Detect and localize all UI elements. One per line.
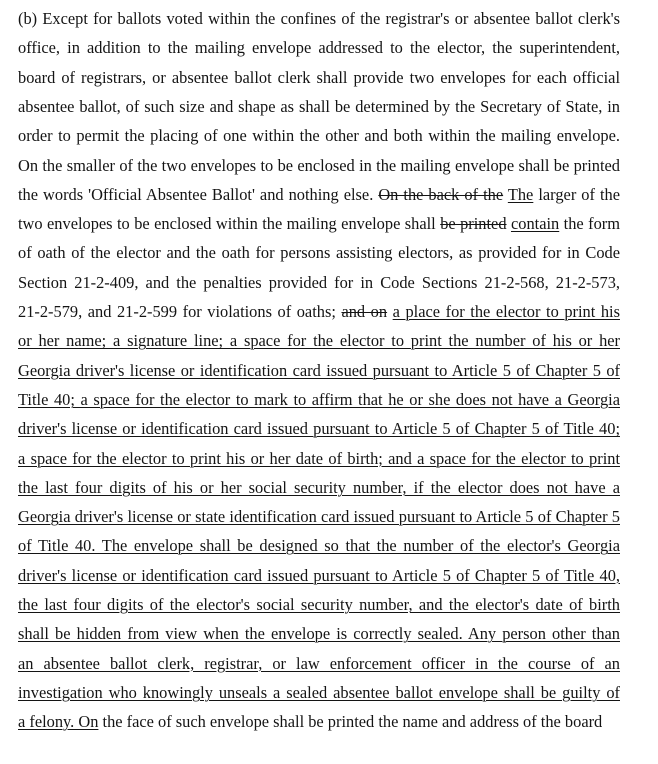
text-line bbox=[18, 360, 620, 382]
text-line bbox=[18, 448, 620, 470]
text-line bbox=[18, 37, 620, 59]
inserted-text: or her name; a signature line; a space for the elector to print the number of his or her bbox=[18, 331, 620, 351]
text-line bbox=[18, 67, 620, 89]
inserted-text: Georgia driver's license or identification card issued pursuant to Article 5 of Chapter 5 of bbox=[18, 360, 620, 380]
body-text: of oath of the elector and the oath for persons assisting electors, as provided for in Code bbox=[18, 243, 620, 263]
text-line bbox=[18, 389, 620, 411]
body-text: order to permit the placing of one within the other and both within the mailing envelope. bbox=[18, 126, 620, 146]
inserted-text: Georgia driver's license or state identification card issued pursuant to Article 5 of Chapter 5 bbox=[18, 507, 620, 527]
text-line bbox=[18, 8, 620, 30]
body-text: absentee ballot, of such size and shape as shall be determined by the Secretary of State, in bbox=[18, 96, 620, 116]
text-line bbox=[18, 565, 620, 587]
inserted-text: the last four digits of the elector's social security number, and the elector's date of birth bbox=[18, 595, 620, 614]
text-line bbox=[18, 125, 620, 147]
body-text: 21-2-579, and 21-2-599 for violations of oaths; bbox=[18, 302, 342, 321]
body-text: On the smaller of the two envelopes to be enclosed in the mailing envelope shall be printed bbox=[18, 155, 620, 175]
text-line bbox=[18, 535, 620, 557]
text-line bbox=[18, 506, 620, 528]
body-text: the face of such envelope shall be printed the name and address of the board bbox=[98, 712, 603, 732]
deleted-text: On the back of the bbox=[378, 184, 504, 204]
body-text: the form bbox=[559, 214, 620, 234]
text-line bbox=[18, 711, 620, 733]
inserted-text: driver's license or identification card issued pursuant to Article 5 of Chapter 5 of Title 40, bbox=[18, 565, 620, 585]
inserted-text: of Title 40. The envelope shall be designed so that the number of the elector's Georgia bbox=[18, 536, 620, 556]
inserted-text: contain bbox=[510, 214, 560, 234]
inserted-text: the last four digits of his or her social security number, if the elector does not have a bbox=[18, 477, 620, 497]
body-text: office, in addition to the mailing envelope addressed to the elector, the superintendent, bbox=[18, 38, 620, 58]
body-text: (b) Except for ballots voted within the confines of the registrar's or absentee ballot clerk's bbox=[18, 9, 620, 28]
text-line bbox=[18, 301, 620, 323]
inserted-text: a space for the elector to print his or her date of birth; and a space for the elector to print bbox=[18, 448, 620, 468]
inserted-text: investigation who knowingly unseals a sealed absentee ballot envelope shall be guilty of bbox=[18, 682, 620, 702]
text-line bbox=[18, 653, 620, 675]
body-text: the words 'Official Absentee Ballot' and nothing else. bbox=[18, 184, 379, 204]
inserted-text: Title 40; a space for the elector to mark to affirm that he or she does not have a Georgia bbox=[18, 389, 620, 409]
deleted-text: be printed bbox=[440, 214, 507, 234]
text-line bbox=[18, 155, 620, 177]
body-text: two envelopes to be enclosed within the mailing envelope shall bbox=[18, 214, 441, 234]
inserted-text: The bbox=[507, 184, 534, 204]
text-line bbox=[18, 242, 620, 264]
text-line bbox=[18, 418, 620, 440]
text-line bbox=[18, 213, 620, 235]
text-line bbox=[18, 96, 620, 118]
text-line bbox=[18, 594, 620, 616]
text-line bbox=[18, 623, 620, 645]
body-text: Section 21-2-409, and the penalties provided for in Code Sections 21-2-568, 21-2-573, bbox=[18, 272, 620, 292]
inserted-text: a place for the elector to print his bbox=[392, 302, 620, 321]
text-line bbox=[18, 682, 620, 704]
inserted-text: driver's license or identification card issued pursuant to Article 5 of Chapter 5 of Title 40; bbox=[18, 419, 620, 439]
deleted-text: and on bbox=[341, 302, 388, 321]
text-line bbox=[18, 330, 620, 352]
inserted-text: shall be hidden from view when the envelope is correctly sealed. Any person other than bbox=[18, 624, 620, 644]
text-line bbox=[18, 272, 620, 294]
inserted-text: an absentee ballot clerk, registrar, or law enforcement officer in the course of an bbox=[18, 653, 620, 673]
body-text: larger of the bbox=[533, 184, 620, 204]
inserted-text: a felony. On bbox=[18, 712, 99, 732]
body-text: board of registrars, or absentee ballot clerk shall provide two envelopes for each official bbox=[18, 67, 620, 87]
text-line bbox=[18, 184, 620, 206]
text-line bbox=[18, 477, 620, 499]
